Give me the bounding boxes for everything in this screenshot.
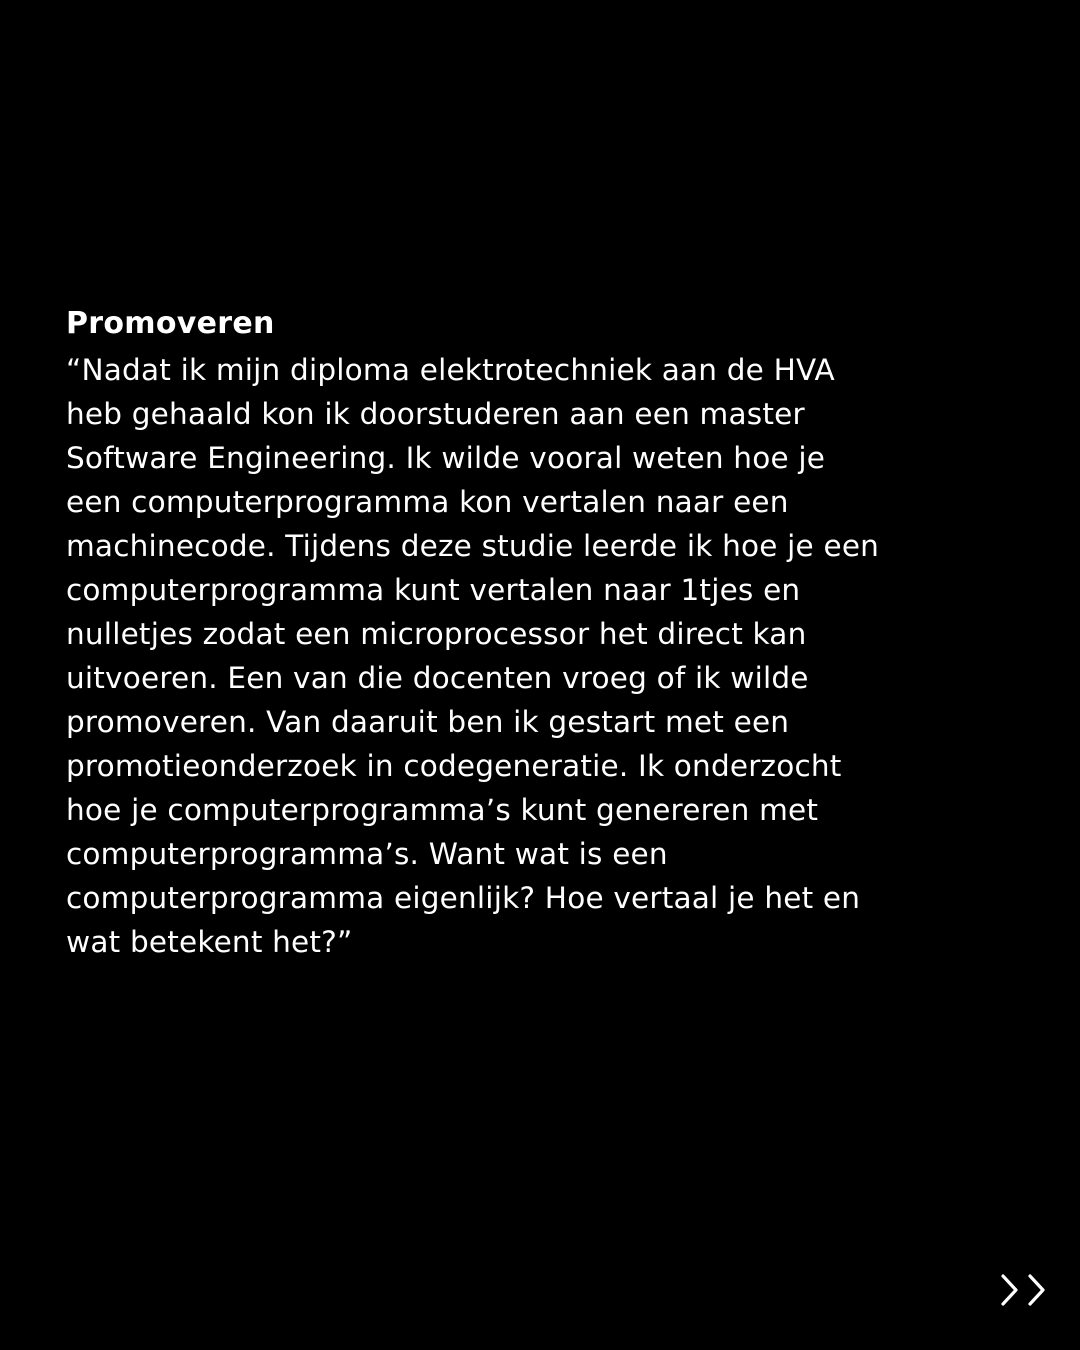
quote-line: computerprogramma eigenlijk? Hoe vertaal je het en (66, 881, 861, 915)
quote-line: nulletjes zodat een microprocessor het direct kan (66, 617, 807, 651)
quote-line: promotieonderzoek in codegeneratie. Ik onderzocht (66, 749, 842, 783)
quote-line: hoe je computerprogramma’s kunt genereren met (66, 793, 819, 827)
slide-content (66, 304, 1026, 964)
quote-line: computerprogramma’s. Want wat is een (66, 837, 668, 871)
quote-line: “Nadat ik mijn diploma elektrotechniek aan de HVA (66, 353, 835, 387)
quote-line: wat betekent het?” (66, 925, 353, 959)
quote-line: machinecode. Tijdens deze studie leerde ik hoe je een (66, 529, 880, 563)
quote-line: uitvoeren. Een van die docenten vroeg of ik wilde (66, 661, 809, 695)
double-chevron-right-icon[interactable] (998, 1272, 1050, 1310)
quote-line: heb gehaald kon ik doorstuderen aan een master (66, 397, 805, 431)
quote-line: computerprogramma kunt vertalen naar 1tjes en (66, 573, 801, 607)
slide-heading: Promoveren (66, 306, 275, 341)
quote-line: een computerprogramma kon vertalen naar een (66, 485, 789, 519)
quote-line: Software Engineering. Ik wilde vooral weten hoe je (66, 441, 826, 475)
quote-text (66, 348, 1026, 964)
quote-line: promoveren. Van daaruit ben ik gestart met een (66, 705, 790, 739)
